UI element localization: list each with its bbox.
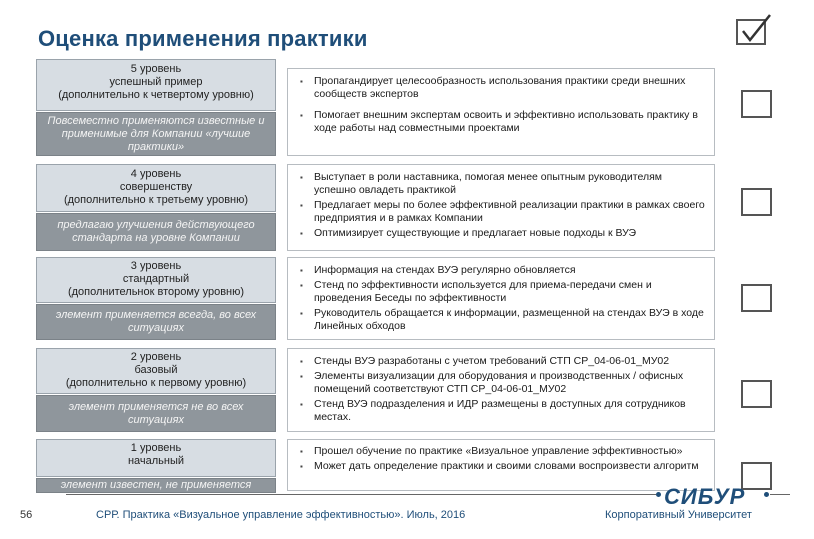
level-2-checkbox[interactable]: [741, 380, 772, 408]
level-1-description: [287, 439, 715, 491]
level-2-description: [287, 348, 715, 432]
level-1-header: 1 уровень начальный: [36, 439, 276, 477]
level-1-checkbox[interactable]: [741, 462, 772, 490]
list-item: ▪ Выступает в роли наставника, помогая менее опытным руководителям успешно овладеть практикой: [314, 171, 706, 197]
list-item: ▪ Руководитель обращается к информации, размещенной на стендах ВУЭ в ходе Линейных обходов: [314, 307, 706, 333]
list-item: ▪ Может дать определение практики и своими словами воспроизвести алгоритм: [314, 460, 706, 473]
level-5-checkbox[interactable]: [741, 90, 772, 118]
footer-divider: [770, 494, 790, 495]
level-5-header: 5 уровень успешный пример (дополнительно к четвертому уровню): [36, 59, 276, 111]
footer-divider: [66, 494, 656, 495]
level-4-header: 4 уровень совершенству (дополнительно к третьему уровню): [36, 164, 276, 212]
list-item: ▪ Предлагает меры по более эффективной реализации практики в рамках своего предприятия и в рамках Компании: [314, 199, 706, 225]
page-title: Оценка применения практики: [38, 26, 368, 51]
footer-organization: Корпоративный Университет: [605, 509, 752, 521]
list-item: ▪ Элементы визуализации для оборудования и производственных / офисных помещений соответствуют СТП СР_04-06-01_МУ02: [314, 370, 706, 396]
checkmark-icon: [735, 14, 773, 46]
level-2-header: 2 уровень базовый (дополнительно к первому уровню): [36, 348, 276, 394]
page-number: 56: [20, 509, 33, 521]
list-item: ▪ Информация на стендах ВУЭ регулярно обновляется: [314, 264, 706, 277]
list-item: ▪ Стенды ВУЭ разработаны с учетом требований СТП СР_04-06-01_МУ02: [314, 355, 706, 368]
level-3-description: [287, 257, 715, 340]
list-item: ▪ Помогает внешним экспертам освоить и эффективно использовать практику в ходе работы над совместными проектами: [314, 109, 706, 135]
level-5-note: Повсеместно применяются известные и применимые для Компании «лучшие практики»: [36, 112, 276, 156]
level-4-checkbox[interactable]: [741, 188, 772, 216]
list-item: ▪ Стенд по эффективности используется для приема-передачи смен и проведения Беседы по эффективности: [314, 279, 706, 305]
footer-caption: СРР. Практика «Визуальное управление эффективностью». Июль, 2016: [96, 509, 466, 521]
level-3-header: 3 уровень стандартный (дополнительнок второму уровню): [36, 257, 276, 303]
logo-dot-icon: [764, 492, 769, 497]
level-2-note: элемент применяется не во всех ситуациях: [36, 395, 276, 432]
level-4-description: [287, 164, 715, 251]
level-3-checkbox[interactable]: [741, 284, 772, 312]
level-1-note: элемент известен, не применяется: [36, 478, 276, 493]
list-item: ▪ Пропагандирует целесообразность использования практики среди внешних сообществ экспертов: [314, 75, 706, 101]
list-item: ▪ Стенд ВУЭ подразделения и ИДР размещены в доступных для сотрудников местах.: [314, 398, 706, 424]
list-item: ▪ Оптимизирует существующие и предлагает новые подходы к ВУЭ: [314, 227, 706, 240]
logo: СИБУР: [664, 484, 746, 509]
logo-dot-icon: [656, 492, 661, 497]
level-3-note: элемент применяется всегда, во всех ситуациях: [36, 304, 276, 340]
level-4-note: предлагаю улучшения действующего стандарта на уровне Компании: [36, 213, 276, 251]
list-item: ▪ Прошел обучение по практике «Визуальное управление эффективностью»: [314, 445, 706, 458]
level-5-description: [287, 68, 715, 156]
